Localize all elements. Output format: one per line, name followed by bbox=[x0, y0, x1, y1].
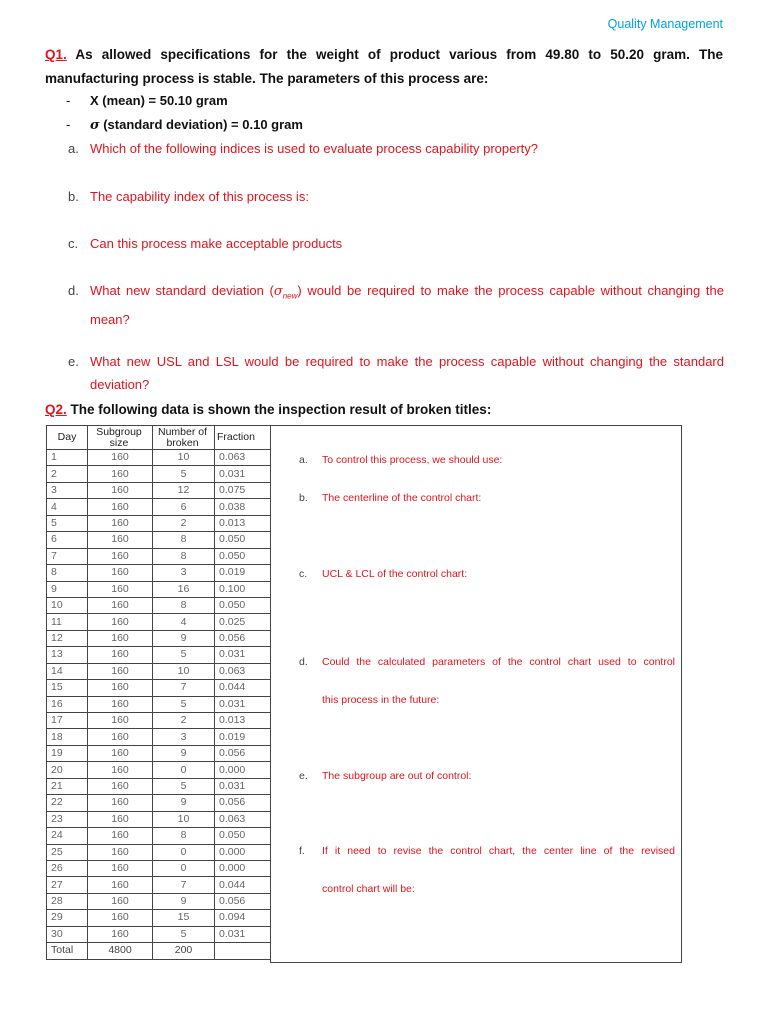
item-text-pre: What new standard deviation ( bbox=[90, 283, 274, 298]
cell-number-broken: 9 bbox=[153, 745, 215, 761]
cell-day: 6 bbox=[47, 532, 88, 548]
cell-number-broken: 10 bbox=[153, 811, 215, 827]
cell-fraction: 0.031 bbox=[215, 926, 271, 942]
cell-subgroup-size: 160 bbox=[88, 696, 153, 712]
table-row bbox=[47, 499, 271, 515]
q2-item-a bbox=[299, 453, 675, 467]
q2-item-d-continued bbox=[299, 693, 675, 707]
cell-subgroup-size: 160 bbox=[88, 729, 153, 745]
cell-number-broken: 9 bbox=[153, 893, 215, 909]
cell-number-broken: 7 bbox=[153, 680, 215, 696]
table-row bbox=[47, 910, 271, 926]
cell-subgroup-size: 160 bbox=[88, 828, 153, 844]
cell-number-broken: 3 bbox=[153, 729, 215, 745]
cell-day: 11 bbox=[47, 614, 88, 630]
cell-number-broken: 8 bbox=[153, 548, 215, 564]
cell-subgroup-size: 160 bbox=[88, 630, 153, 646]
cell-number-broken: 5 bbox=[153, 466, 215, 482]
cell-fraction: 0.031 bbox=[215, 696, 271, 712]
cell-subgroup-size: 160 bbox=[88, 614, 153, 630]
table-row bbox=[47, 745, 271, 761]
total-cell-fraction bbox=[215, 943, 271, 959]
cell-number-broken: 0 bbox=[153, 844, 215, 860]
total-cell-day: Total bbox=[47, 943, 88, 959]
table-row bbox=[47, 762, 271, 778]
cell-day: 14 bbox=[47, 663, 88, 679]
item-text: The capability index of this process is: bbox=[90, 189, 309, 204]
cell-fraction: 0.031 bbox=[215, 466, 271, 482]
table-row bbox=[47, 614, 271, 630]
cell-fraction: 0.050 bbox=[215, 548, 271, 564]
table-row bbox=[47, 581, 271, 597]
q1-intro-line1 bbox=[45, 43, 723, 67]
cell-day: 10 bbox=[47, 597, 88, 613]
cell-fraction: 0.056 bbox=[215, 893, 271, 909]
q2-item-c bbox=[299, 567, 675, 581]
cell-subgroup-size: 160 bbox=[88, 844, 153, 860]
header-day: Day bbox=[47, 426, 88, 450]
cell-subgroup-size: 160 bbox=[88, 713, 153, 729]
cell-fraction: 0.025 bbox=[215, 614, 271, 630]
item-letter: e. bbox=[299, 770, 308, 782]
total-cell-number-broken: 200 bbox=[153, 943, 215, 959]
q1-bullet-mean bbox=[66, 89, 228, 113]
cell-day: 12 bbox=[47, 630, 88, 646]
cell-day: 22 bbox=[47, 795, 88, 811]
item-text: The subgroup are out of control: bbox=[322, 770, 472, 782]
table-total-row bbox=[47, 943, 271, 959]
table-row bbox=[47, 696, 271, 712]
cell-fraction: 0.050 bbox=[215, 532, 271, 548]
item-letter: b. bbox=[299, 492, 308, 504]
cell-day: 13 bbox=[47, 647, 88, 663]
cell-day: 21 bbox=[47, 778, 88, 794]
table-row bbox=[47, 647, 271, 663]
cell-fraction: 0.100 bbox=[215, 581, 271, 597]
cell-day: 24 bbox=[47, 828, 88, 844]
item-text: UCL & LCL of the control chart: bbox=[322, 568, 468, 580]
cell-day: 28 bbox=[47, 893, 88, 909]
cell-number-broken: 5 bbox=[153, 696, 215, 712]
table-row bbox=[47, 844, 271, 860]
cell-number-broken: 9 bbox=[153, 630, 215, 646]
table-row bbox=[47, 450, 271, 466]
cell-subgroup-size: 160 bbox=[88, 811, 153, 827]
table-row bbox=[47, 860, 271, 876]
cell-subgroup-size: 160 bbox=[88, 860, 153, 876]
cell-day: 20 bbox=[47, 762, 88, 778]
cell-subgroup-size: 160 bbox=[88, 680, 153, 696]
cell-number-broken: 8 bbox=[153, 532, 215, 548]
table-row bbox=[47, 729, 271, 745]
cell-subgroup-size: 160 bbox=[88, 450, 153, 466]
table-row bbox=[47, 482, 271, 498]
table-row bbox=[47, 630, 271, 646]
cell-fraction: 0.056 bbox=[215, 795, 271, 811]
cell-subgroup-size: 160 bbox=[88, 745, 153, 761]
cell-fraction: 0.056 bbox=[215, 745, 271, 761]
table-row bbox=[47, 778, 271, 794]
table-row bbox=[47, 466, 271, 482]
sigma-symbol: σ bbox=[90, 118, 100, 133]
cell-subgroup-size: 160 bbox=[88, 893, 153, 909]
cell-subgroup-size: 160 bbox=[88, 515, 153, 531]
item-text-line2: control chart will be: bbox=[322, 883, 415, 895]
cell-day: 17 bbox=[47, 713, 88, 729]
cell-fraction: 0.013 bbox=[215, 515, 271, 531]
cell-day: 9 bbox=[47, 581, 88, 597]
header-title: Quality Management bbox=[607, 17, 723, 31]
inspection-data-table bbox=[46, 425, 271, 960]
cell-number-broken: 16 bbox=[153, 581, 215, 597]
cell-fraction: 0.050 bbox=[215, 828, 271, 844]
table-row bbox=[47, 877, 271, 893]
cell-subgroup-size: 160 bbox=[88, 581, 153, 597]
cell-subgroup-size: 160 bbox=[88, 778, 153, 794]
table-row bbox=[47, 795, 271, 811]
item-letter: f. bbox=[299, 845, 305, 857]
cell-day: 2 bbox=[47, 466, 88, 482]
cell-number-broken: 0 bbox=[153, 762, 215, 778]
cell-number-broken: 5 bbox=[153, 647, 215, 663]
sigma-subscript: new bbox=[282, 291, 298, 301]
cell-number-broken: 8 bbox=[153, 828, 215, 844]
item-text: To control this process, we should use: bbox=[322, 454, 503, 466]
cell-number-broken: 2 bbox=[153, 515, 215, 531]
item-letter: b. bbox=[68, 189, 79, 204]
cell-number-broken: 12 bbox=[153, 482, 215, 498]
cell-day: 26 bbox=[47, 860, 88, 876]
item-letter: c. bbox=[299, 568, 308, 580]
q1-number: Q1. bbox=[45, 47, 67, 62]
item-letter: e. bbox=[68, 354, 79, 369]
item-text-line1: Could the calculated parameters of the control chart used to control bbox=[322, 656, 675, 668]
cell-fraction: 0.019 bbox=[215, 729, 271, 745]
cell-fraction: 0.075 bbox=[215, 482, 271, 498]
bullet-dash: - bbox=[66, 117, 71, 132]
cell-number-broken: 3 bbox=[153, 565, 215, 581]
table-row bbox=[47, 713, 271, 729]
table-row bbox=[47, 926, 271, 942]
q1-item-a bbox=[68, 137, 724, 160]
q1-bullet-sigma bbox=[66, 113, 303, 138]
q2-item-f-continued bbox=[299, 882, 675, 896]
q1-item-e bbox=[68, 350, 724, 396]
bullet-text: X (mean) = 50.10 gram bbox=[90, 93, 228, 108]
cell-number-broken: 8 bbox=[153, 597, 215, 613]
cell-fraction: 0.000 bbox=[215, 860, 271, 876]
cell-fraction: 0.000 bbox=[215, 844, 271, 860]
cell-subgroup-size: 160 bbox=[88, 482, 153, 498]
cell-number-broken: 5 bbox=[153, 926, 215, 942]
item-letter: a. bbox=[299, 454, 308, 466]
cell-subgroup-size: 160 bbox=[88, 762, 153, 778]
cell-subgroup-size: 160 bbox=[88, 877, 153, 893]
cell-subgroup-size: 160 bbox=[88, 499, 153, 515]
cell-subgroup-size: 160 bbox=[88, 466, 153, 482]
cell-day: 29 bbox=[47, 910, 88, 926]
cell-day: 27 bbox=[47, 877, 88, 893]
cell-subgroup-size: 160 bbox=[88, 532, 153, 548]
cell-day: 7 bbox=[47, 548, 88, 564]
cell-day: 5 bbox=[47, 515, 88, 531]
table-row bbox=[47, 548, 271, 564]
q2-intro bbox=[45, 398, 723, 422]
header-number-broken: Number of broken bbox=[153, 426, 215, 450]
cell-number-broken: 15 bbox=[153, 910, 215, 926]
sigma-symbol: σ bbox=[273, 284, 283, 299]
q1-text-line1: As allowed specifications for the weight of product various from 49.80 to 50.20 gram. The bbox=[75, 47, 723, 62]
cell-number-broken: 4 bbox=[153, 614, 215, 630]
cell-day: 23 bbox=[47, 811, 88, 827]
bullet-text: (standard deviation) = 0.10 gram bbox=[99, 117, 303, 132]
item-text: Can this process make acceptable products bbox=[90, 236, 343, 251]
cell-fraction: 0.044 bbox=[215, 877, 271, 893]
cell-day: 18 bbox=[47, 729, 88, 745]
cell-day: 8 bbox=[47, 565, 88, 581]
cell-subgroup-size: 160 bbox=[88, 663, 153, 679]
cell-day: 30 bbox=[47, 926, 88, 942]
q2-number: Q2. bbox=[45, 402, 67, 417]
cell-fraction: 0.019 bbox=[215, 565, 271, 581]
table-row bbox=[47, 597, 271, 613]
table-row bbox=[47, 893, 271, 909]
cell-number-broken: 0 bbox=[153, 860, 215, 876]
cell-subgroup-size: 160 bbox=[88, 795, 153, 811]
q2-item-d bbox=[299, 655, 675, 669]
cell-day: 3 bbox=[47, 482, 88, 498]
cell-fraction: 0.063 bbox=[215, 450, 271, 466]
table-header-row bbox=[47, 426, 271, 450]
cell-number-broken: 5 bbox=[153, 778, 215, 794]
table-row bbox=[47, 532, 271, 548]
table-row bbox=[47, 515, 271, 531]
table-row bbox=[47, 680, 271, 696]
q1-text-line2: manufacturing process is stable. The parameters of this process are: bbox=[45, 71, 489, 86]
cell-fraction: 0.031 bbox=[215, 647, 271, 663]
cell-number-broken: 10 bbox=[153, 450, 215, 466]
item-letter: a. bbox=[68, 141, 79, 156]
cell-day: 16 bbox=[47, 696, 88, 712]
cell-fraction: 0.056 bbox=[215, 630, 271, 646]
item-text: Which of the following indices is used to evaluate process capability property? bbox=[90, 141, 539, 156]
q2-text: The following data is shown the inspection result of broken titles: bbox=[70, 402, 492, 417]
total-cell-subgroup-size: 4800 bbox=[88, 943, 153, 959]
item-text-line1: If it need to revise the control chart, the center line of the revised bbox=[322, 845, 675, 857]
bullet-dash: - bbox=[66, 93, 71, 108]
item-letter: c. bbox=[68, 236, 79, 251]
item-text: The centerline of the control chart: bbox=[322, 492, 482, 504]
cell-number-broken: 2 bbox=[153, 713, 215, 729]
cell-fraction: 0.050 bbox=[215, 597, 271, 613]
item-text bbox=[90, 279, 724, 331]
table-row bbox=[47, 811, 271, 827]
cell-fraction: 0.094 bbox=[215, 910, 271, 926]
cell-subgroup-size: 160 bbox=[88, 910, 153, 926]
q1-item-c bbox=[68, 232, 724, 255]
q1-item-d bbox=[68, 279, 724, 331]
q1-item-b bbox=[68, 185, 724, 208]
cell-number-broken: 9 bbox=[153, 795, 215, 811]
table-row bbox=[47, 828, 271, 844]
item-letter: d. bbox=[299, 656, 308, 668]
cell-fraction: 0.044 bbox=[215, 680, 271, 696]
cell-fraction: 0.063 bbox=[215, 663, 271, 679]
cell-day: 15 bbox=[47, 680, 88, 696]
header-fraction: Fraction bbox=[215, 426, 271, 450]
q2-item-f bbox=[299, 844, 675, 858]
item-text: What new USL and LSL would be required to make the process capable without changing the standard deviation? bbox=[90, 354, 724, 392]
cell-number-broken: 10 bbox=[153, 663, 215, 679]
cell-fraction: 0.013 bbox=[215, 713, 271, 729]
table-body bbox=[47, 450, 271, 960]
cell-day: 19 bbox=[47, 745, 88, 761]
cell-subgroup-size: 160 bbox=[88, 548, 153, 564]
item-text-post: ) would be required to make the process capable without changing the mean? bbox=[90, 283, 724, 327]
table-row bbox=[47, 565, 271, 581]
cell-fraction: 0.038 bbox=[215, 499, 271, 515]
cell-day: 4 bbox=[47, 499, 88, 515]
cell-fraction: 0.000 bbox=[215, 762, 271, 778]
cell-number-broken: 7 bbox=[153, 877, 215, 893]
header-subgroup-size: Subgroup size bbox=[88, 426, 153, 450]
cell-subgroup-size: 160 bbox=[88, 926, 153, 942]
cell-subgroup-size: 160 bbox=[88, 647, 153, 663]
cell-number-broken: 6 bbox=[153, 499, 215, 515]
cell-fraction: 0.063 bbox=[215, 811, 271, 827]
table-row bbox=[47, 663, 271, 679]
cell-day: 25 bbox=[47, 844, 88, 860]
q2-item-e bbox=[299, 769, 675, 783]
cell-subgroup-size: 160 bbox=[88, 565, 153, 581]
item-text-line2: this process in the future: bbox=[322, 694, 440, 706]
item-letter: d. bbox=[68, 283, 79, 298]
cell-fraction: 0.031 bbox=[215, 778, 271, 794]
q2-item-b bbox=[299, 491, 675, 505]
cell-day: 1 bbox=[47, 450, 88, 466]
cell-subgroup-size: 160 bbox=[88, 597, 153, 613]
